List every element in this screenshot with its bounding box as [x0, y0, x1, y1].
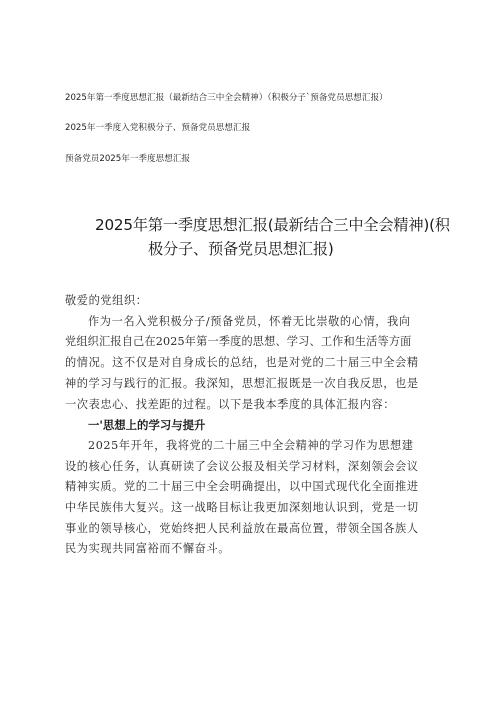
title-line-1: 2025年第一季度思想汇报(最新结合三中全会精神)(积: [95, 216, 450, 234]
paragraph-line: 事业的领导核心，党始终把人民利益放在最高位置，带领全国各族人: [65, 521, 419, 535]
toc-item: 2025年一季度入党积极分子、预备党员思想汇报: [65, 123, 251, 133]
paragraph-line: 神的学习与践行的汇报。我深知，思想汇报既是一次自我反思，也是: [65, 376, 419, 390]
salutation: 敬爱的党组织：: [65, 294, 148, 307]
paragraph-line: 民为实现共同富裕而不懈奋斗。: [65, 542, 231, 556]
paragraph-line: 设的核心任务，认真研读了会议公报及相关学习材料，深刻领会会议: [65, 459, 419, 473]
table-of-contents: [65, 92, 485, 183]
toc-item: 预备党员2025年一季度思想汇报: [65, 154, 190, 164]
document-title: [95, 213, 455, 261]
document-body: [65, 291, 445, 560]
paragraph-line: 的情况。这不仅是对自身成长的总结，也是对党的二十届三中全会精: [65, 356, 419, 370]
paragraph-line: 一次表忠心、找差距的过程。以下是我本季度的具体汇报内容：: [65, 397, 396, 411]
paragraph-line: 党组织汇报自己在2025年第一季度的思想、学习、工作和生活等方面: [65, 335, 412, 349]
paragraph-line: 精神实质。党的二十届三中全会明确提出，以中国式现代化全面推进: [65, 480, 419, 494]
section-heading: 一'思想上的学习与提升: [88, 418, 206, 433]
title-line-2: 极分子、预备党员思想汇报): [148, 240, 334, 258]
paragraph-line: 作为一名入党积极分子/预备党员，怀着无比崇敬的心情，我向: [88, 314, 411, 328]
toc-item: 2025年第一季度思想汇报（最新结合三中全会精神）（积极分子`预备党员思想汇报）: [65, 93, 388, 103]
paragraph-line: 中华民族伟大复兴。这一战略目标让我更加深刻地认识到，党是一切: [65, 501, 419, 515]
paragraph-line: 2025年开年，我将党的二十届三中全会精神的学习作为思想建: [88, 438, 414, 452]
